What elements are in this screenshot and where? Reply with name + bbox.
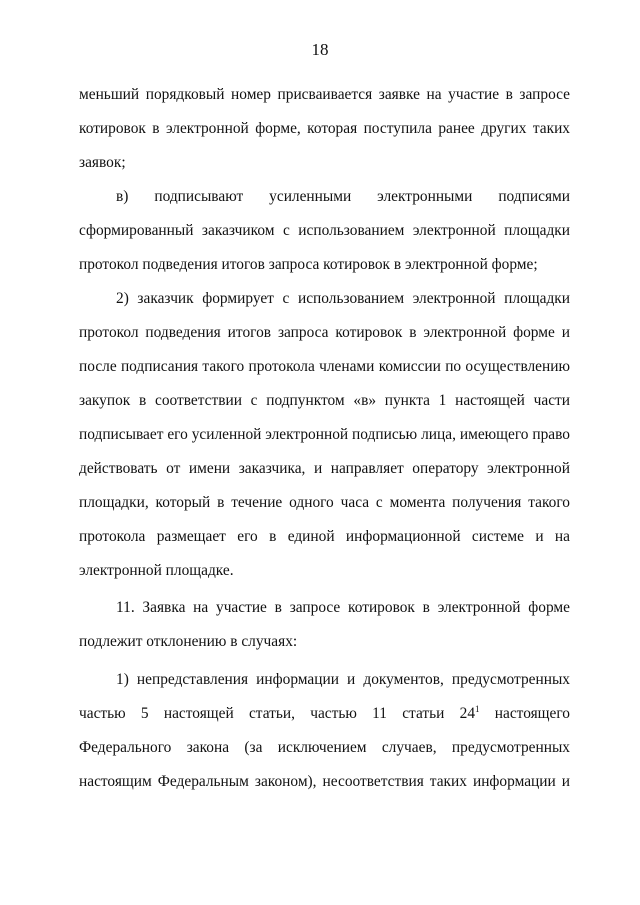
- text-line: действовать от имени заказчика, и направляет оператору электронной: [79, 460, 570, 477]
- text-line-with-superscript: [79, 704, 570, 724]
- text-line: после подписания такого протокола членами комиссии по осуществлению: [79, 358, 570, 375]
- text-line: сформированный заказчиком с использованием электронной площадки: [79, 222, 570, 239]
- text-line: котировок в электронной форме, которая поступила ранее других таких: [79, 120, 570, 137]
- superscript: 1: [475, 704, 480, 714]
- text-line: подлежит отклонению в случаях:: [79, 633, 298, 650]
- text-line: закупок в соответствии с подпунктом «в» пункта 1 настоящей части: [79, 392, 570, 409]
- text-line: заявок;: [79, 154, 126, 171]
- text-segment: частью 5 настоящей статьи, частью 11 статьи 24: [79, 705, 476, 722]
- text-line: протокола размещает его в единой информационной системе и на: [79, 528, 570, 545]
- text-line: протокол подведения итогов запроса котировок в электронной форме и: [79, 324, 570, 341]
- text-line: 1) непредставления информации и документов, предусмотренных: [116, 671, 570, 688]
- text-segment: настоящего: [479, 705, 570, 722]
- text-line: подписывает его усиленной электронной подписью лица, имеющего право: [79, 426, 570, 443]
- text-line: протокол подведения итогов запроса котировок в электронной форме;: [79, 256, 538, 273]
- text-line: Федерального закона (за исключением случаев, предусмотренных: [79, 739, 570, 756]
- text-line: в) подписывают усиленными электронными подписями: [116, 188, 570, 205]
- text-line: 2) заказчик формирует с использованием электронной площадки: [116, 290, 570, 307]
- text-line: электронной площадке.: [79, 562, 234, 579]
- text-line: меньший порядковый номер присваивается заявке на участие в запросе: [79, 86, 570, 103]
- text-line: площадки, который в течение одного часа с момента получения такого: [79, 494, 570, 511]
- text-line: настоящим Федеральным законом), несоответствия таких информации и: [79, 773, 570, 790]
- text-line: 11. Заявка на участие в запросе котировок в электронной форме: [116, 599, 570, 616]
- page-number: 18: [311, 40, 329, 59]
